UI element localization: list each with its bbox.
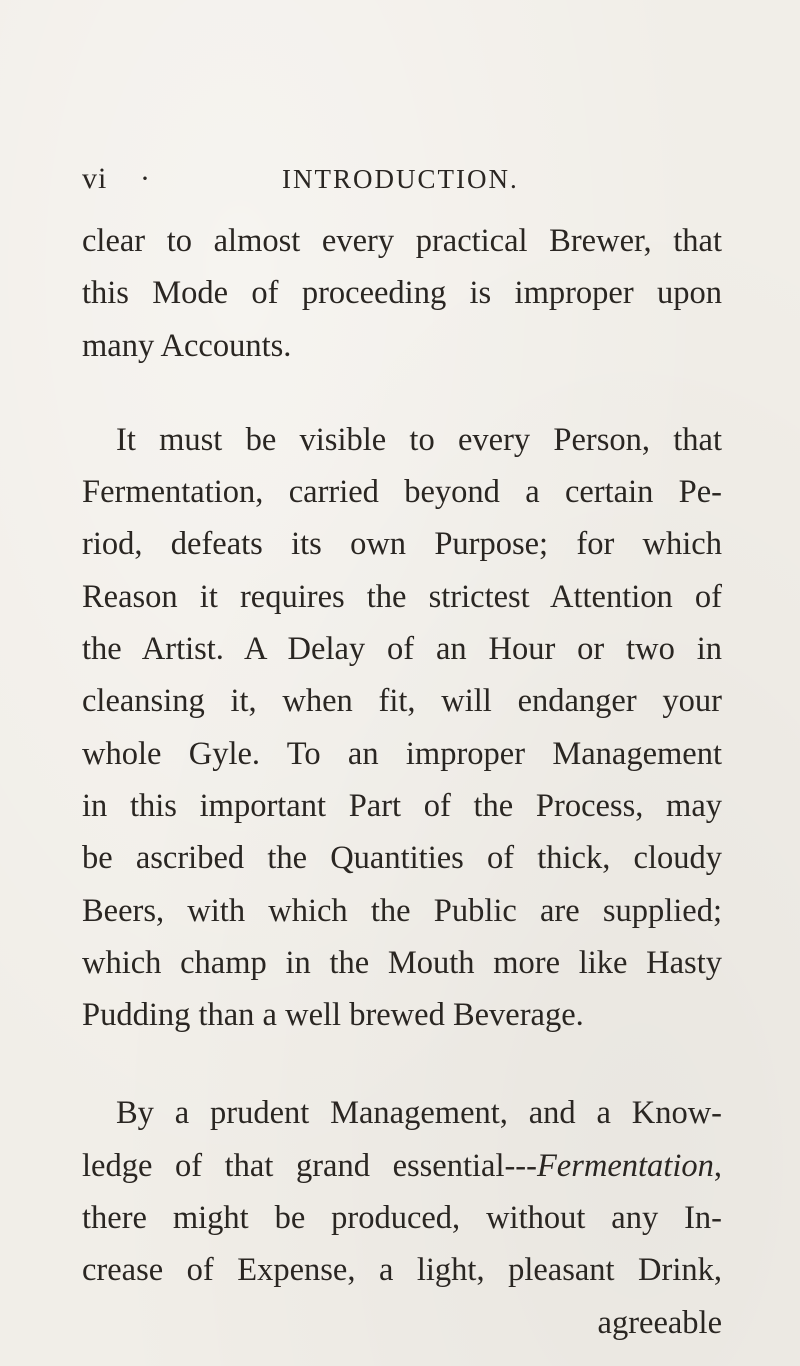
text-line: Fermentation, carried beyond a certain Pe-: [82, 474, 722, 511]
page-number: vi: [82, 162, 108, 195]
italic-term: Fermentation: [536, 1147, 714, 1184]
running-head-title: INTRODUCTION.: [282, 164, 519, 194]
text-line: clear to almost every practical Brewer, that: [82, 223, 722, 259]
text-line: many Accounts.: [82, 327, 292, 364]
text-line: Beers, with which the Public are supplied;: [82, 892, 722, 929]
text-line: crease of Expense, a light, pleasant Drink,: [82, 1252, 722, 1289]
paragraph-3: [82, 1087, 722, 1348]
text-line: It must be visible to every Person, that: [116, 421, 722, 458]
text-line: whole Gyle. To an improper Management: [82, 735, 722, 772]
text-line: which champ in the Mouth more like Hasty: [82, 944, 722, 981]
running-head-separator: ·: [140, 162, 150, 195]
text-line: in this important Part of the Process, may: [82, 787, 722, 824]
text-line: this Mode of proceeding is improper upon: [82, 275, 722, 312]
text-line: By a prudent Management, and a Know-: [116, 1095, 722, 1132]
paragraph-1: [82, 215, 722, 372]
text-line: be ascribed the Quantities of thick, cloudy: [82, 840, 722, 877]
text-line: there might be produced, without any In-: [82, 1200, 722, 1237]
text-line-with-italic: [82, 1140, 722, 1192]
text-segment: ledge of that grand essential---: [82, 1147, 537, 1184]
paragraph-2: [82, 414, 722, 1042]
text-line: cleansing it, when fit, will endanger your: [82, 683, 722, 720]
catchword: agreeable: [597, 1304, 722, 1341]
text-line: the Artist. A Delay of an Hour or two in: [82, 631, 722, 668]
running-head: [82, 162, 722, 202]
text-line: Pudding than a well brewed Beverage.: [82, 997, 584, 1034]
text-line: riod, defeats its own Purpose; for which: [82, 526, 722, 563]
text-segment: ,: [713, 1147, 722, 1184]
body-text: [82, 215, 722, 1349]
text-line: Reason it requires the strictest Attention of: [82, 578, 722, 615]
